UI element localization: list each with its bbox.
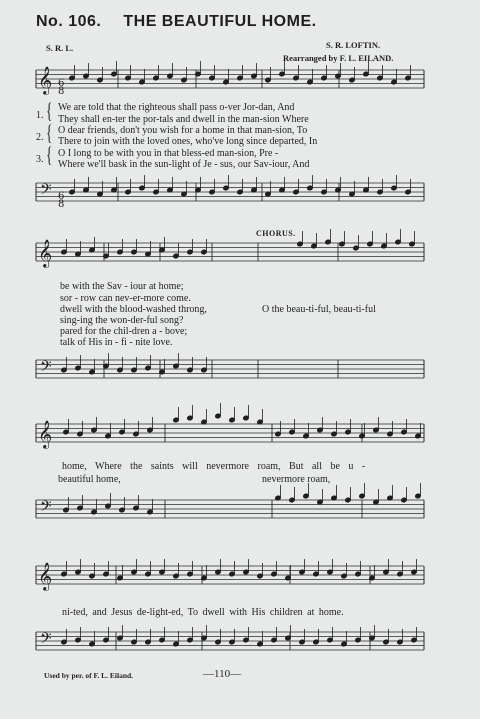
lyric-line: beautiful home, [58, 474, 121, 485]
words-author: S. R. L. [46, 43, 74, 53]
lyric-line: pared for the chil-dren a - bove; [60, 326, 188, 337]
composer-credit: S. R. LOFTIN. [326, 40, 381, 50]
lyric-line: talk of His in - fi - nite love. [60, 337, 173, 348]
verse-number: 2. [36, 132, 44, 143]
lyric-line: sor - row can nev-er-more come. [60, 293, 191, 304]
lyric-line: Where we'll bask in the sun-light of Je - sus, our Sav-iour, And [58, 159, 310, 170]
clef-glyph: 𝄞 [38, 562, 53, 590]
lyric-line: sing-ing the won-der-ful song? [60, 315, 184, 326]
chorus-lyric: O the beau-ti-ful, beau-ti-ful [262, 304, 376, 315]
arranger-credit: Rearranged by F. L. EILAND. [283, 53, 394, 63]
clef-glyph: 𝄢 [40, 630, 52, 651]
lyric-line: home, Where the saints will nevermore roam, But all be u - [62, 461, 366, 472]
lyric-line: ni-ted, and Jesus de-light-ed, To dwell with His children at home. [62, 607, 344, 618]
lyric-line: be with the Sav - iour at home; [60, 281, 184, 292]
lyric-line: They shall en-ter the por-tals and dwell in the man-sion Where [58, 114, 309, 125]
lyric-line: nevermore roam, [262, 474, 331, 485]
clef-glyph: 6 [58, 191, 65, 202]
clef-glyph: 𝄢 [40, 358, 52, 379]
clef-glyph: 𝄞 [38, 420, 53, 448]
lyric-line: O I long to be with you in that bless-ed man-sion, Pre - [58, 148, 279, 159]
lyric-line: We are told that the righteous shall pass o-ver Jor-dan, And [58, 102, 295, 113]
clef-glyph: 𝄞 [38, 66, 53, 94]
lyric-line: O dear friends, don't you wish for a home in that man-sion, To [58, 125, 308, 136]
clef-glyph: 8 [58, 199, 65, 210]
clef-glyph: 𝄢 [40, 181, 52, 202]
clef-glyph: 𝄢 [40, 498, 52, 519]
verse-brace: { [46, 142, 53, 167]
lyric-line: There to join with the loved ones, who've long since departed, In [58, 136, 318, 147]
clef-glyph: 6 [58, 78, 65, 89]
hymn-title: THE BEAUTIFUL HOME. [123, 13, 317, 30]
verse-number: 3. [36, 154, 44, 165]
verse-number: 1. [36, 110, 44, 121]
clef-glyph: 𝄞 [38, 239, 53, 267]
clef-glyph: 8 [58, 86, 65, 97]
lyric-line: dwell with the blood-washed throng, [60, 304, 207, 315]
page-number: —110— [203, 668, 242, 680]
chorus-label: CHORUS. [256, 229, 296, 238]
hymn-number: No. 106. [36, 13, 102, 30]
permission-credit: Used by per. of F. L. Eiland. [44, 671, 134, 680]
verse-brace: { [46, 120, 53, 145]
verse-brace: { [46, 98, 53, 123]
